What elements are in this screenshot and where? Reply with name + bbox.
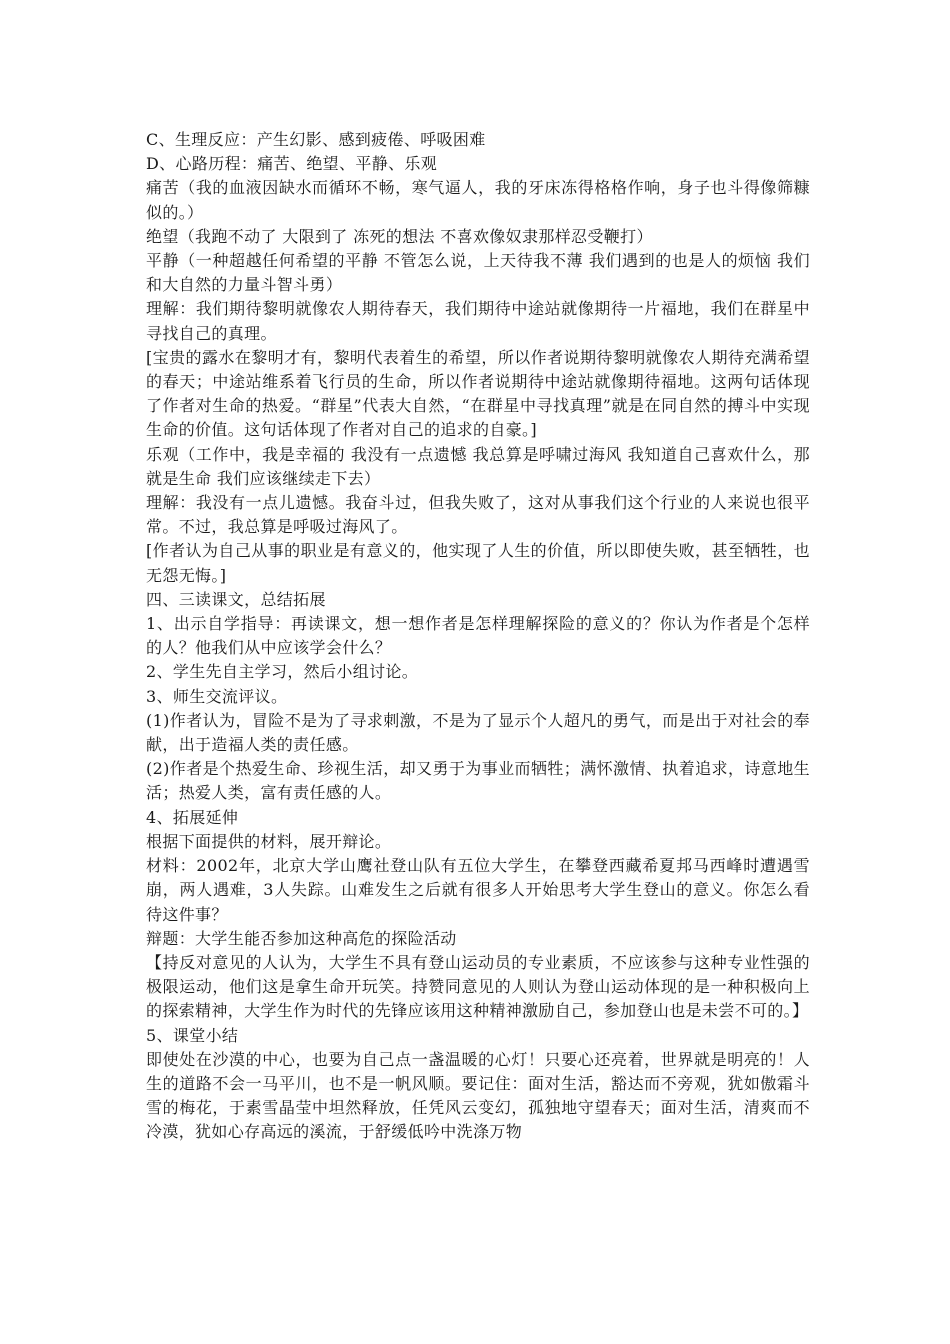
text-paragraph: C、生理反应：产生幻影、感到疲倦、呼吸困难 bbox=[146, 130, 486, 149]
document-body bbox=[146, 128, 810, 1145]
text-paragraph: 根据下面提供的材料，展开辩论。 bbox=[146, 831, 392, 851]
text-paragraph: (2)作者是个热爱生命、珍视生活，却又勇于为事业而牺牲；满怀激情、执着追求，诗意地生活；热爱人类，富有责任感的人。 bbox=[146, 759, 810, 803]
text-paragraph: 痛苦（我的血液因缺水而循环不畅，寒气逼人，我的牙床冻得格格作响，身子也斗得像筛糠似的。） bbox=[146, 178, 810, 222]
text-paragraph: 【持反对意见的人认为，大学生不具有登山运动员的专业素质，不应该参与这种专业性强的极限运动，他们这是拿生命开玩笑。持赞同意见的人则认为登山运动体现的是一种积极向上的探索精神，大学生作为时代的先锋应该用这种精神激励自己，参加登山也是未尝不可的。】 bbox=[146, 952, 810, 1021]
text-paragraph: 乐观（工作中，我是幸福的 我没有一点遗憾 我总算是呼啸过海风 我知道自己喜欢什么，那就是生命 我们应该继续走下去） bbox=[146, 444, 810, 488]
text-paragraph: 3、师生交流评议。 bbox=[146, 686, 288, 706]
text-paragraph: [作者认为自己从事的职业是有意义的，他实现了人生的价值，所以即使失败，甚至牺牲，也无怨无悔。] bbox=[146, 541, 810, 585]
text-paragraph: 即使处在沙漠的中心，也要为自己点一盏温暖的心灯！只要心还亮着，世界就是明亮的！人生的道路不会一马平川，也不是一帆风顺。要记住：面对生活，豁达而不旁观，犹如傲霜斗雪的梅花，于素雪晶莹中坦然释放，任凭风云变幻，孤独地守望春天；面对生活，清爽而不冷漠，犹如心存高远的溪流，于舒缓低吟中洗涤万物 bbox=[146, 1049, 810, 1142]
text-paragraph: (1)作者认为，冒险不是为了寻求刺激，不是为了显示个人超凡的勇气，而是出于对社会的奉献，出于造福人类的责任感。 bbox=[146, 710, 810, 755]
text-paragraph: 材料：2002年，北京大学山鹰社登山队有五位大学生，在攀登西藏希夏邦马西峰时遭遇雪崩，两人遇难，3人失踪。山难发生之后就有很多人开始思考大学生登山的意义。你怎么看待这件事？ bbox=[146, 856, 810, 924]
text-paragraph: 平静（一种超越任何希望的平静 不管怎么说，上天待我不薄 我们遇到的也是人的烦恼 我们和大自然的力量斗智斗勇） bbox=[146, 251, 810, 295]
text-paragraph: [宝贵的露水在黎明才有，黎明代表着生的希望，所以作者说期待黎明就像农人期待充满希望的春天；中途站维系着飞行员的生命，所以作者说期待中途站就像期待福地。这两句话体现了作者对生命的热爱。“群星”代表大自然，“在群星中寻找真理”就是在同自然的搏斗中实现生命的价值。这句话体现了作者对自己的追求的自豪。] bbox=[146, 347, 810, 440]
section-heading: 四、三读课文，总结拓展 bbox=[146, 589, 326, 609]
text-paragraph: D、心路历程：痛苦、绝望、平静、乐观 bbox=[146, 154, 438, 174]
text-paragraph: 5、课堂小结 bbox=[146, 1025, 239, 1045]
text-paragraph: 理解：我没有一点儿遗憾。我奋斗过，但我失败了，这对从事我们这个行业的人来说也很平常。不过，我总算是呼吸过海风了。 bbox=[146, 493, 810, 537]
text-paragraph: 绝望（我跑不动了 大限到了 冻死的想法 不喜欢像奴隶那样忍受鞭打） bbox=[146, 226, 653, 246]
text-paragraph: 2、学生先自主学习，然后小组讨论。 bbox=[146, 662, 419, 682]
text-paragraph: 辩题：大学生能否参加这种高危的探险活动 bbox=[146, 928, 457, 948]
text-paragraph: 4、拓展延伸 bbox=[146, 807, 239, 827]
text-paragraph: 1、出示自学指导：再读课文，想一想作者是怎样理解探险的意义的？你认为作者是个怎样的人？他我们从中应该学会什么？ bbox=[146, 614, 810, 658]
text-paragraph: 理解：我们期待黎明就像农人期待春天，我们期待中途站就像期待一片福地，我们在群星中寻找自己的真理。 bbox=[146, 299, 810, 343]
